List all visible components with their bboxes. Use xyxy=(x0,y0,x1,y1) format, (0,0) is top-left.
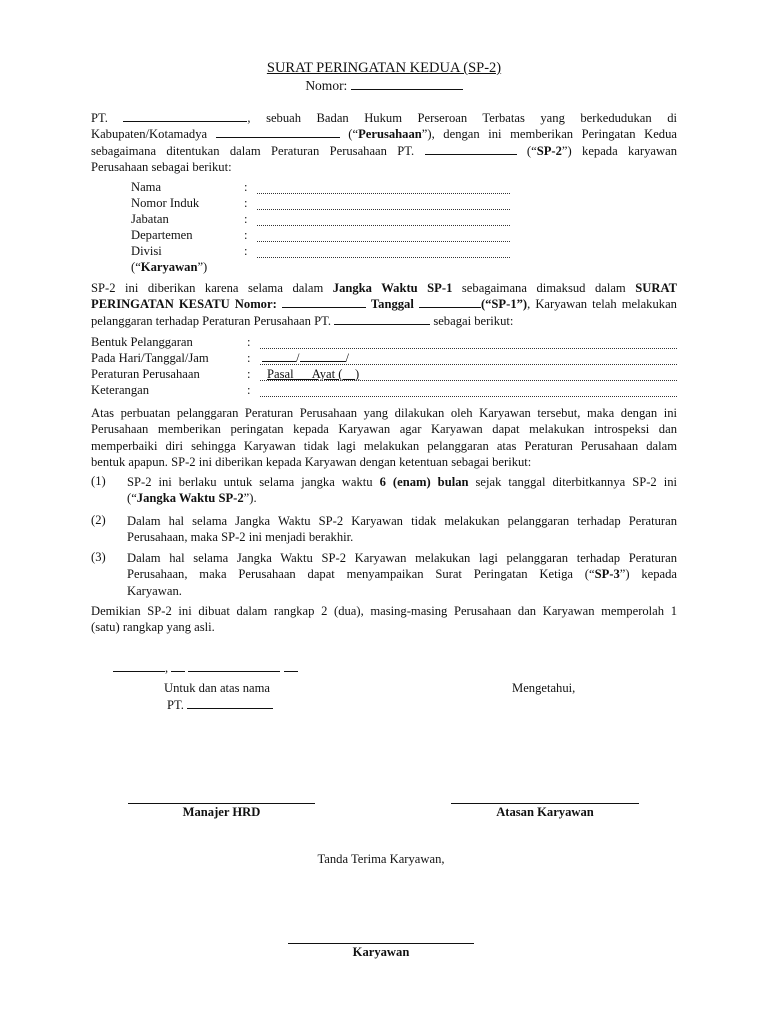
field-label-nomor-induk: Nomor Induk xyxy=(131,196,200,210)
field-label-departemen: Departemen xyxy=(131,228,193,242)
field-label-bentuk-pelanggaran: Bentuk Pelanggaran xyxy=(91,335,193,349)
field-hari-tanggal-jam-value[interactable]: / / xyxy=(262,350,349,366)
list-item-number: (1) xyxy=(91,474,106,488)
company-signatory-label: Untuk dan atas nama xyxy=(164,681,270,695)
sp1-number-blank[interactable] xyxy=(282,296,366,308)
supervisor-signature-label: Atasan Karyawan xyxy=(496,805,594,819)
sp1-term: (“SP-1”) xyxy=(480,297,528,312)
field-label-hari-tanggal-jam: Pada Hari/Tanggal/Jam xyxy=(91,351,209,365)
field-nomor-induk-input[interactable] xyxy=(257,209,510,210)
field-jabatan-input[interactable] xyxy=(257,225,510,226)
company-signatory-pt: PT. xyxy=(167,697,273,713)
body-paragraph: Atas perbuatan pelanggaran Peraturan Perusahaan yang dilakukan oleh Karyawan tersebut, maka dengan ini Perusahaan memberikan peringatan kepada Karyawan agar Karyawan dapat melakukan introspeksi dan memperbaiki diri sehingga Karyawan tidak lagi melakukan pelanggaran atas Peraturan Perusahaan dalam bentuk apapun. SP-2 ini diberikan kepada Karyawan dengan ketentuan sebagai berikut: xyxy=(91,406,677,469)
closing-paragraph: Demikian SP-2 ini dibuat dalam rangkap 2 (dua), masing-masing Perusahaan dan Karyawan memperolah 1 (satu) rangkap yang asli. xyxy=(91,604,677,635)
acknowledge-label: Mengetahui, xyxy=(512,681,576,695)
field-label-nama: Nama xyxy=(131,180,162,194)
document-number xyxy=(0,78,768,94)
sp1-company-blank[interactable] xyxy=(334,313,430,325)
list-item: SP-2 ini berlaku untuk selama jangka waktu 6 (enam) bulan sejak tanggal diterbitkannya SP-2 ini (“Jangka Waktu SP-2”). xyxy=(127,475,678,506)
list-item: Dalam hal selama Jangka Waktu SP-2 Karyawan melakukan lagi pelanggaran terhadap Peraturan Perusahaan, maka Perusahaan dapat menyampaikan Surat Peringatan Ketiga (“SP-3”) kepada Karyawan. xyxy=(127,551,677,598)
perusahaan-term: Perusahaan xyxy=(358,127,422,142)
field-peraturan-perusahaan-value[interactable]: Pasal __ Ayat (__) xyxy=(267,367,360,381)
sp1-paragraph: SP-2 ini diberikan karena selama dalam Jangka Waktu SP-1 sebagaimana dimaksud dalam SURAT PERINGATAN KESATU Nomor: Tanggal (“SP-1”), Karyawan telah melakukan pelanggaran terhadap Peraturan Perusahaan PT. sebagai berikut: xyxy=(91,281,678,328)
karyawan-definition: (“Karyawan”) xyxy=(131,260,208,274)
hrd-signature-label: Manajer HRD xyxy=(182,805,261,819)
company-name-blank[interactable] xyxy=(123,110,247,122)
field-label-peraturan-perusahaan: Peraturan Perusahaan xyxy=(91,367,200,381)
nomor-label: Nomor: xyxy=(305,78,348,93)
intro-paragraph: PT. , sebuah Badan Hukum Perseroan Terbatas yang berkedudukan di Kabupaten/Kotamadya (“Perusahaan”), dengan ini memberikan Peringatan Kedua sebagaimana ditentukan dalam Peraturan Perusahaan PT. (“SP-2”) kepada karyawan Perusahaan sebagai berikut: xyxy=(91,111,677,174)
field-departemen-input[interactable] xyxy=(257,241,510,242)
field-label-divisi: Divisi xyxy=(131,244,162,258)
intro-pt-label: PT. xyxy=(91,111,108,125)
list-item-number: (3) xyxy=(91,550,106,564)
document-title: SURAT PERINGATAN KEDUA (SP-2) xyxy=(266,60,502,76)
receipt-label: Tanda Terima Karyawan, xyxy=(317,852,445,866)
field-divisi-input[interactable] xyxy=(257,257,510,258)
list-item-number: (2) xyxy=(91,513,106,527)
regulation-company-blank[interactable] xyxy=(425,143,517,155)
nomor-blank[interactable] xyxy=(351,78,463,90)
company-signatory-blank[interactable] xyxy=(187,697,273,709)
place-date[interactable]: , xyxy=(113,660,298,676)
city-blank[interactable] xyxy=(216,126,340,138)
list-item: Dalam hal selama Jangka Waktu SP-2 Karyawan tidak melakukan pelanggaran terhadap Peraturan Perusahaan, maka SP-2 ini menjadi berakhir. xyxy=(127,514,677,545)
field-bentuk-pelanggaran-input[interactable] xyxy=(260,348,677,349)
field-nama-input[interactable] xyxy=(257,193,510,194)
employee-signature-label: Karyawan xyxy=(352,945,410,959)
sp1-date-blank[interactable] xyxy=(419,296,481,308)
field-label-jabatan: Jabatan xyxy=(131,212,169,226)
field-label-keterangan: Keterangan xyxy=(91,383,150,397)
sp2-term: SP-2 xyxy=(536,143,562,158)
field-keterangan-input[interactable] xyxy=(260,396,677,397)
